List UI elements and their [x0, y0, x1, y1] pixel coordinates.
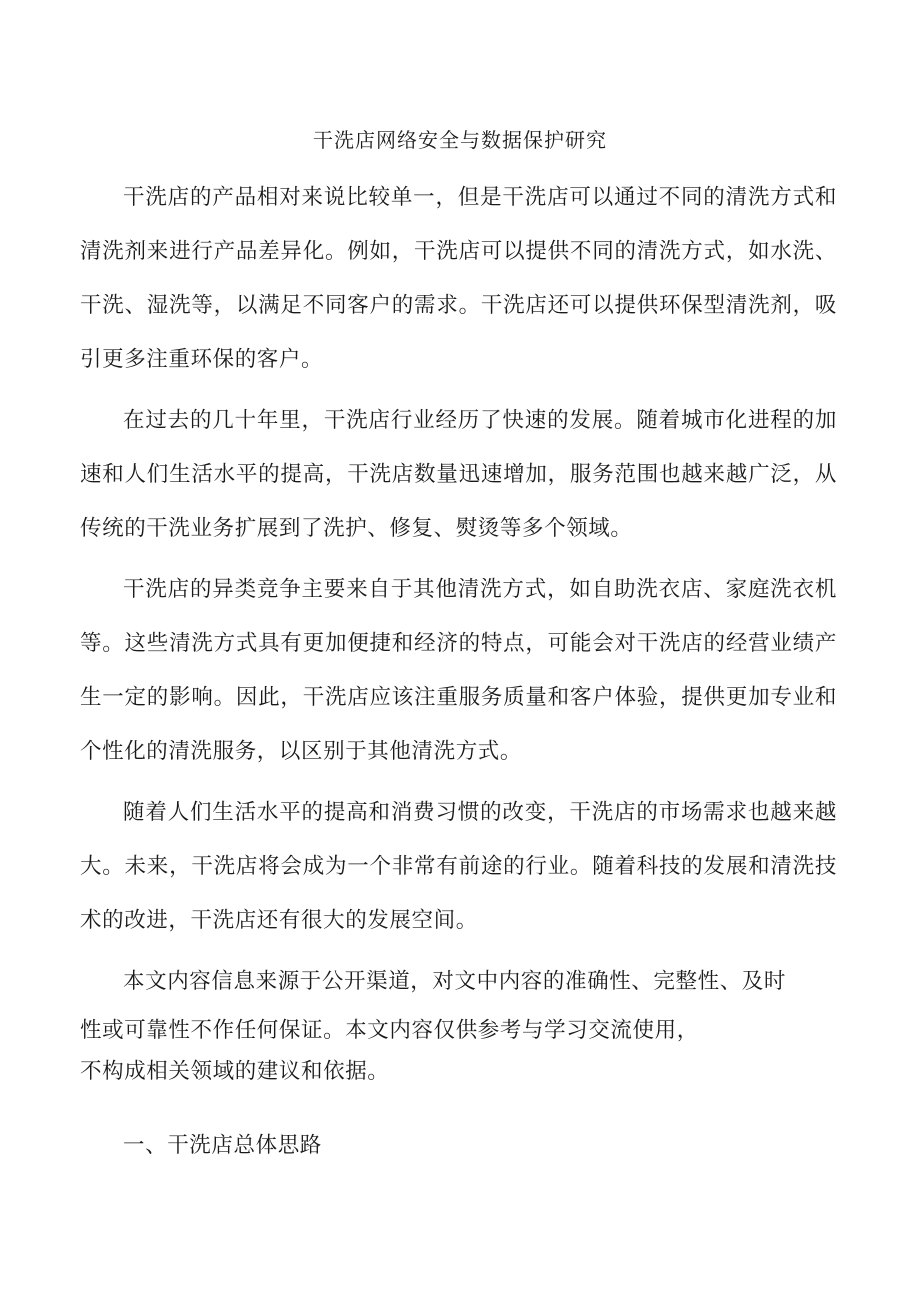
disclaimer-line-1: 本文内容信息来源于公开渠道，对文中内容的准确性、完整性、及时 — [123, 969, 787, 994]
paragraph-competition: 干洗店的异类竞争主要来自于其他清洗方式，如自助洗衣店、家庭洗衣机等。这些清洗方式具有更加便捷和经济的特点，可能会对干洗店的经营业绩产生一定的影响。因此，干洗店应该注重服务质量和客户体验，提供更加专业和个性化的清洗服务，以区别于其他清洗方式。 — [80, 577, 837, 764]
disclaimer — [80, 955, 837, 1091]
paragraph-market-demand: 随着人们生活水平的提高和消费习惯的改变，干洗店的市场需求也越来越大。未来，干洗店将会成为一个非常有前途的行业。随着科技的发展和清洗技术的改进，干洗店还有很大的发展空间。 — [80, 800, 837, 933]
paragraph-industry-development: 在过去的几十年里，干洗店行业经历了快速的发展。随着城市化进程的加速和人们生活水平的提高，干洗店数量迅速增加，服务范围也越来越广泛，从传统的干洗业务扩展到了洗护、修复、熨烫等多个领域。 — [80, 408, 837, 541]
disclaimer-line-2: 性或可靠性不作任何保证。本文内容仅供参考与学习交流使用， — [80, 1018, 699, 1043]
disclaimer-line-3: 不构成相关领域的建议和依据。 — [80, 1059, 390, 1084]
document-title: 干洗店网络安全与数据保护研究 — [313, 128, 607, 152]
section-heading: 一、干洗店总体思路 — [123, 1133, 322, 1158]
paragraph-product-differentiation: 干洗店的产品相对来说比较单一，但是干洗店可以通过不同的清洗方式和清洗剂来进行产品差异化。例如，干洗店可以提供不同的清洗方式，如水洗、干洗、湿洗等，以满足不同客户的需求。干洗店还可以提供环保型清洗剂，吸引更多注重环保的客户。 — [80, 185, 837, 372]
